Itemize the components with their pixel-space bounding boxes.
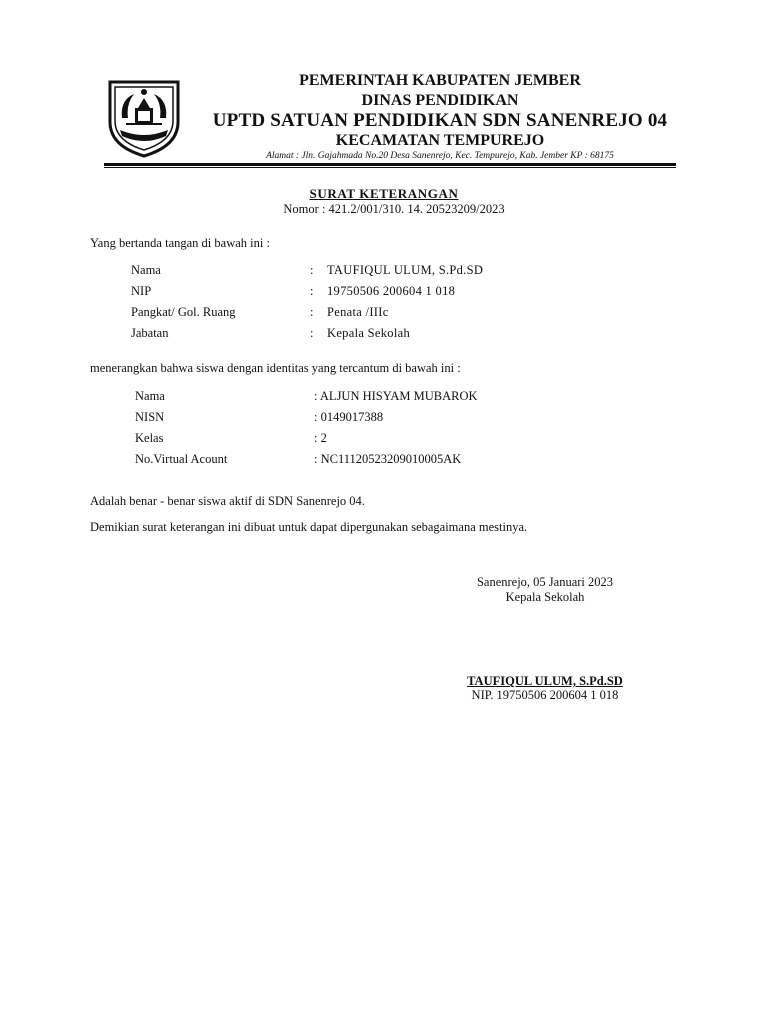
signature-name: TAUFIQUL ULUM, S.Pd.SD: [467, 674, 623, 688]
signature-place-date: Sanenrejo, 05 Januari 2023: [476, 575, 614, 589]
field-label: No.Virtual Acount: [135, 452, 228, 466]
header-district-line: KECAMATAN TEMPUREJO: [335, 132, 545, 149]
field-label: NIP: [131, 284, 152, 298]
regency-emblem-logo: [104, 78, 184, 158]
field-value: : 0149017388: [314, 410, 384, 424]
field-value: 19750506 200604 1 018: [327, 284, 456, 298]
field-value: Penata /IIIc: [327, 305, 389, 319]
field-colon: :: [310, 284, 314, 298]
signature-role: Kepala Sekolah: [505, 590, 585, 604]
field-colon: :: [310, 263, 314, 277]
header-school-name: UPTD SATUAN PENDIDIKAN SDN SANENREJO 04: [212, 110, 668, 131]
field-value: TAUFIQUL ULUM, S.Pd.SD: [327, 263, 484, 277]
letter-title: SURAT KETERANGAN: [309, 186, 459, 201]
field-value: : NC11120523209010005AK: [314, 452, 462, 466]
field-label: Kelas: [135, 431, 164, 445]
signature-nip: NIP. 19750506 200604 1 018: [471, 688, 619, 702]
intro-text: Yang bertanda tangan di bawah ini :: [90, 236, 270, 250]
field-label: NISN: [135, 410, 165, 424]
closing-text: Demikian surat keterangan ini dibuat untuk dapat dipergunakan sebagaimana mestinya.: [90, 520, 528, 534]
field-colon: :: [310, 305, 314, 319]
field-value: : ALJUN HISYAM MUBAROK: [314, 389, 478, 403]
field-label: Pangkat/ Gol. Ruang: [131, 305, 236, 319]
field-label: Nama: [135, 389, 165, 403]
header-address: Alamat : Jln. Gajahmada No.20 Desa Sanenrejo, Kec. Tempurejo, Kab. Jember KP : 68175: [266, 151, 614, 161]
header-government-line: PEMERINTAH KABUPATEN JEMBER: [299, 72, 581, 89]
header-divider-thin: [104, 167, 676, 168]
field-label: Nama: [131, 263, 161, 277]
letter-number: Nomor : 421.2/001/310. 14. 20523209/2023: [283, 202, 505, 216]
statement-text: menerangkan bahwa siswa dengan identitas yang tercantum di bawah ini :: [90, 361, 461, 375]
field-value: Kepala Sekolah: [327, 326, 410, 340]
header-department-line: DINAS PENDIDIKAN: [361, 92, 519, 109]
field-colon: :: [310, 326, 314, 340]
field-value: : 2: [314, 431, 327, 445]
field-label: Jabatan: [131, 326, 169, 340]
confirmation-text: Adalah benar - benar siswa aktif di SDN Sanenrejo 04.: [90, 494, 365, 508]
header-divider-thick: [104, 163, 676, 166]
